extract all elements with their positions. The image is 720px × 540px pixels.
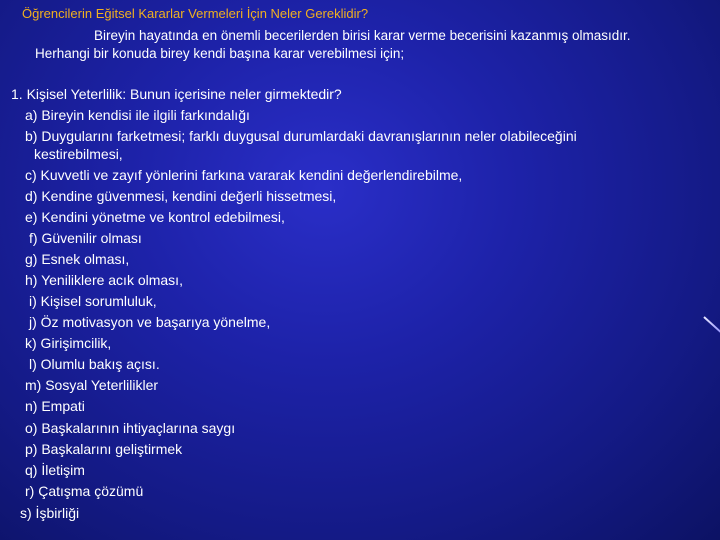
list-item: e) Kendini yönetme ve kontrol edebilmesi, [25, 209, 285, 225]
list-item: j) Öz motivasyon ve başarıya yönelme, [29, 314, 271, 330]
list-item: q) İletişim [25, 462, 85, 478]
slide-title: Öğrencilerin Eğitsel Kararlar Vermeleri İçin Neler Gereklidir? [22, 6, 369, 21]
list-item: d) Kendine güvenmesi, kendini değerli hissetmesi, [25, 188, 337, 204]
list-item: r) Çatışma çözümü [25, 483, 144, 499]
list-item: m) Sosyal Yeterlilikler [25, 377, 159, 393]
section-heading: 1. Kişisel Yeterlilik: Bunun içerisine neler girmektedir? [11, 86, 342, 102]
intro-line-2: Herhangi bir konuda birey kendi başına karar verebilmesi için; [35, 46, 405, 61]
list-item: p) Başkalarını geliştirmek [25, 441, 183, 457]
list-item: f) Güvenilir olması [29, 230, 142, 246]
list-item: c) Kuvvetli ve zayıf yönlerini farkına vararak kendini değerlendirebilme, [25, 167, 463, 183]
list-item: n) Empati [25, 398, 85, 414]
list-item: a) Bireyin kendisi ile ilgili farkındalığı [25, 107, 250, 123]
list-item: l) Olumlu bakış açısı. [29, 356, 160, 372]
list-item-continuation: kestirebilmesi, [34, 146, 123, 162]
list-item: i) Kişisel sorumluluk, [29, 293, 157, 309]
list-item: s) İşbirliği [20, 505, 80, 521]
list-item: o) Başkalarının ihtiyaçlarına saygı [25, 420, 236, 436]
list-item: b) Duygularını farketmesi; farklı duygusal durumlardaki davranışlarının neler olabileceğini [25, 128, 577, 144]
list-item: h) Yeniliklere acık olması, [25, 272, 183, 288]
list-item: k) Girişimcilik, [25, 335, 112, 351]
intro-line-1: Bireyin hayatında en önemli becerilerden birisi karar verme becerisini kazanmış olmasıdır. [94, 28, 631, 43]
decorative-line [703, 316, 720, 334]
list-item: g) Esnek olması, [25, 251, 130, 267]
